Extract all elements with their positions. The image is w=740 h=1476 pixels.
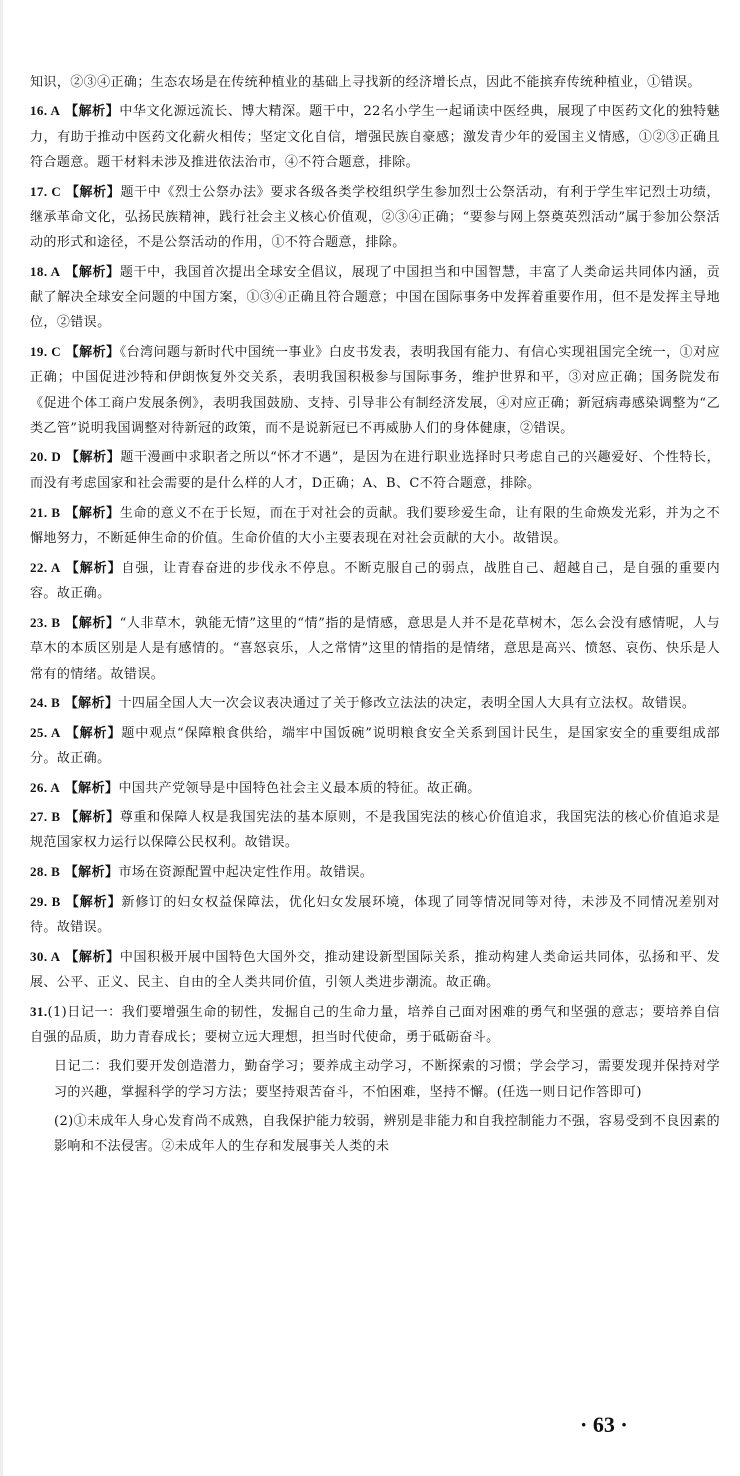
answer-31-part2 xyxy=(54,1109,720,1160)
answer-17 xyxy=(30,179,720,256)
question-number: 25. A xyxy=(30,724,61,740)
analysis-tag: 【解析】 xyxy=(65,184,121,200)
page-number: · 63 · xyxy=(580,1412,628,1437)
analysis-tag: 【解析】 xyxy=(64,780,119,796)
answer-15-continued xyxy=(30,70,720,95)
answer-27 xyxy=(30,804,720,856)
question-number: 30. A xyxy=(30,948,61,964)
analysis-tag: 【解析】 xyxy=(65,725,122,741)
analysis-tag: 【解析】 xyxy=(65,450,121,466)
answer-22 xyxy=(30,555,720,607)
paragraph-text: 题干漫画中求职者之所以“怀才不遇”，是因为在进行职业选择时只考虑自己的兴趣爱好、个性特长，而没有考虑国家和社会需要的是什么样的人才，D正确；A、B、C不符合题意，排除。 xyxy=(30,450,720,491)
answer-18 xyxy=(30,259,720,336)
analysis-tag: 【解析】 xyxy=(65,560,122,576)
answer-26 xyxy=(30,775,720,801)
analysis-tag: 【解析】 xyxy=(64,696,119,712)
question-number: 20. D xyxy=(30,449,62,465)
answer-19 xyxy=(30,339,720,441)
question-number: 19. C xyxy=(30,344,61,360)
question-number: 31. xyxy=(30,1004,48,1020)
answer-24 xyxy=(30,690,720,716)
answer-31-diary2 xyxy=(54,1054,720,1105)
analysis-tag: 【解析】 xyxy=(65,104,120,120)
paragraph-text: 中国积极开展中国特色大国外交，推动建设新型国际关系，推动构建人类命运共同体，弘扬和平、发展、公平、正义、民主、自由的全人类共同价值，引领人类进步潮流。故正确。 xyxy=(30,949,720,991)
paragraph-text: 自强，让青春奋进的步伐永不停息。不断克服自己的弱点，战胜自己、超越自己，是自强的重要内容。故正确。 xyxy=(30,560,720,602)
analysis-tag: 【解析】 xyxy=(65,505,120,521)
analysis-tag: 【解析】 xyxy=(65,949,120,965)
paragraph-text: 中国共产党领导是中国特色社会主义最本质的特征。故正确。 xyxy=(118,780,481,796)
answer-30 xyxy=(30,944,720,996)
question-number: 23. B xyxy=(30,615,61,631)
paragraph-text: 生命的意义不在于长短，而在于对社会的贡献。我们要珍爱生命，让有限的生命焕发光彩，并为之不懈地努力，不断延伸生命的价值。生命价值的大小主要表现在对社会贡献的大小。故错误。 xyxy=(30,505,720,546)
paragraph-text: 题干中，我国首次提出全球安全倡议，展现了中国担当和中国智慧，丰富了人类命运共同体内涵，贡献了解决全球安全问题的中国方案，①③④正确且符合题意；中国在国际事务中发挥着重要作用，但不是发挥主导地位，②错误。 xyxy=(30,264,720,331)
paragraph-text: 市场在资源配置中起决定性作用。故错误。 xyxy=(118,865,374,881)
answer-28 xyxy=(30,859,720,885)
question-number: 27. B xyxy=(30,809,61,825)
answer-31-part1 xyxy=(30,999,720,1051)
analysis-tag: 【解析】 xyxy=(65,616,120,632)
paragraph-text: 日记二：我们要开发创造潜力，勤奋学习；要养成主动学习，不断探索的习惯；学会学习，需要发现并保持对学习的兴趣，掌握科学的学习方法；要坚持艰苦奋斗，不怕困难，坚持不懈。(任选一则日记作答即可) xyxy=(54,1059,720,1100)
question-number: 26. A xyxy=(30,779,61,795)
question-number: 22. A xyxy=(30,559,61,575)
analysis-tag: 【解析】 xyxy=(64,865,119,881)
paragraph-text: 《台湾问题与新时代中国统一事业》白皮书发表，表明我国有能力、有信心实现祖国完全统一，①对应正确；中国促进沙特和伊朗恢复外交关系，表明我国积极参与国际事务，维护世界和平，③对应正确；国务院发布《促进个体工商户发展条例》，表明我国鼓励、支持、引导非公有制经济发展，④对应正确；新冠病毒感染调整为“乙类乙管”说明我国调整对待新冠的政策，而不是说新冠已不再威胁人们的身体健康，②错误。 xyxy=(30,345,720,436)
question-number: 29. B xyxy=(30,893,61,909)
paragraph-text: 新修订的妇女权益保障法，优化妇女发展环境，体现了同等情况同等对待，未涉及不同情况差别对待。故错误。 xyxy=(30,894,720,935)
paragraph-text: 题中观点“保障粮食供给，端牢中国饭碗”说明粮食安全关系到国计民生，是国家安全的重要组成部分。故正确。 xyxy=(30,725,720,766)
question-number: 24. B xyxy=(30,695,61,711)
analysis-tag: 【解析】 xyxy=(65,894,122,910)
answer-25 xyxy=(30,720,720,772)
analysis-tag: 【解析】 xyxy=(65,345,120,361)
question-number: 28. B xyxy=(30,864,61,880)
paragraph-text: 中华文化源远流长、博大精深。题干中，22名小学生一起诵读中医经典，展现了中医药文化的独特魅力，有助于推动中医药文化薪火相传；坚定文化自信，增强民族自豪感；激发青少年的爱国主义情感，①②③正确且符合题意。题干材料未涉及推进依法治市，④不符合题意，排除。 xyxy=(30,104,720,170)
answer-21 xyxy=(30,500,720,552)
analysis-tag: 【解析】 xyxy=(65,264,120,280)
question-number: 16. A xyxy=(30,103,61,119)
paragraph-text: (2)①未成年人身心发育尚不成熟，自我保护能力较弱，辨别是非能力和自我控制能力不强，容易受到不良因素的影响和不法侵害。②未成年人的生存和发展事关人类的未 xyxy=(54,1113,720,1154)
paragraph-text: 十四届全国人大一次会议表决通过了关于修改立法法的决定，表明全国人大具有立法权。故错误。 xyxy=(118,696,696,712)
paragraph-text: 知识，②③④正确；生态农场是在传统种植业的基础上寻找新的经济增长点，因此不能摈弃传统种植业，①错误。 xyxy=(30,75,701,90)
paragraph-text: (1)日记一：我们要增强生命的韧性，发掘自己的生命力量，培养自己面对困难的勇气和坚强的意志；要培养自信自强的品质，助力青春成长；要树立远大理想，担当时代使命，勇于砥砺奋斗。 xyxy=(30,1005,720,1046)
answer-20 xyxy=(30,444,720,496)
scan-edge xyxy=(0,0,3,1476)
answer-29 xyxy=(30,889,720,941)
paragraph-text: 尊重和保障人权是我国宪法的基本原则，不是我国宪法的核心价值追求，我国宪法的核心价值追求是规范国家权力运行以保障公民权利。故错误。 xyxy=(30,810,720,851)
question-number: 21. B xyxy=(30,504,61,520)
answer-23 xyxy=(30,610,720,687)
answer-16 xyxy=(30,98,720,175)
question-number: 17. C xyxy=(30,183,62,199)
question-number: 18. A xyxy=(30,263,61,279)
paragraph-text: 题干中《烈士公祭办法》要求各级各类学校组织学生参加烈士公祭活动，有利于学生牢记烈士功绩，继承革命文化，弘扬民族精神，践行社会主义核心价值观，②③④正确；“要参与网上祭奠英烈活动”属于参加公祭活动的形式和途径，不是公祭活动的作用，①不符合题意，排除。 xyxy=(30,184,720,250)
analysis-tag: 【解析】 xyxy=(65,810,120,826)
paragraph-text: “人非草木，孰能无情”这里的“情”指的是情感，意思是人并不是花草树木，怎么会没有感情呢，人与草木的本质区别是人是有感情的。“喜怒哀乐，人之常情”这里的情指的是情绪，意思是高兴、愤怒、哀伤、快乐是人常有的情绪。故错误。 xyxy=(30,616,720,682)
